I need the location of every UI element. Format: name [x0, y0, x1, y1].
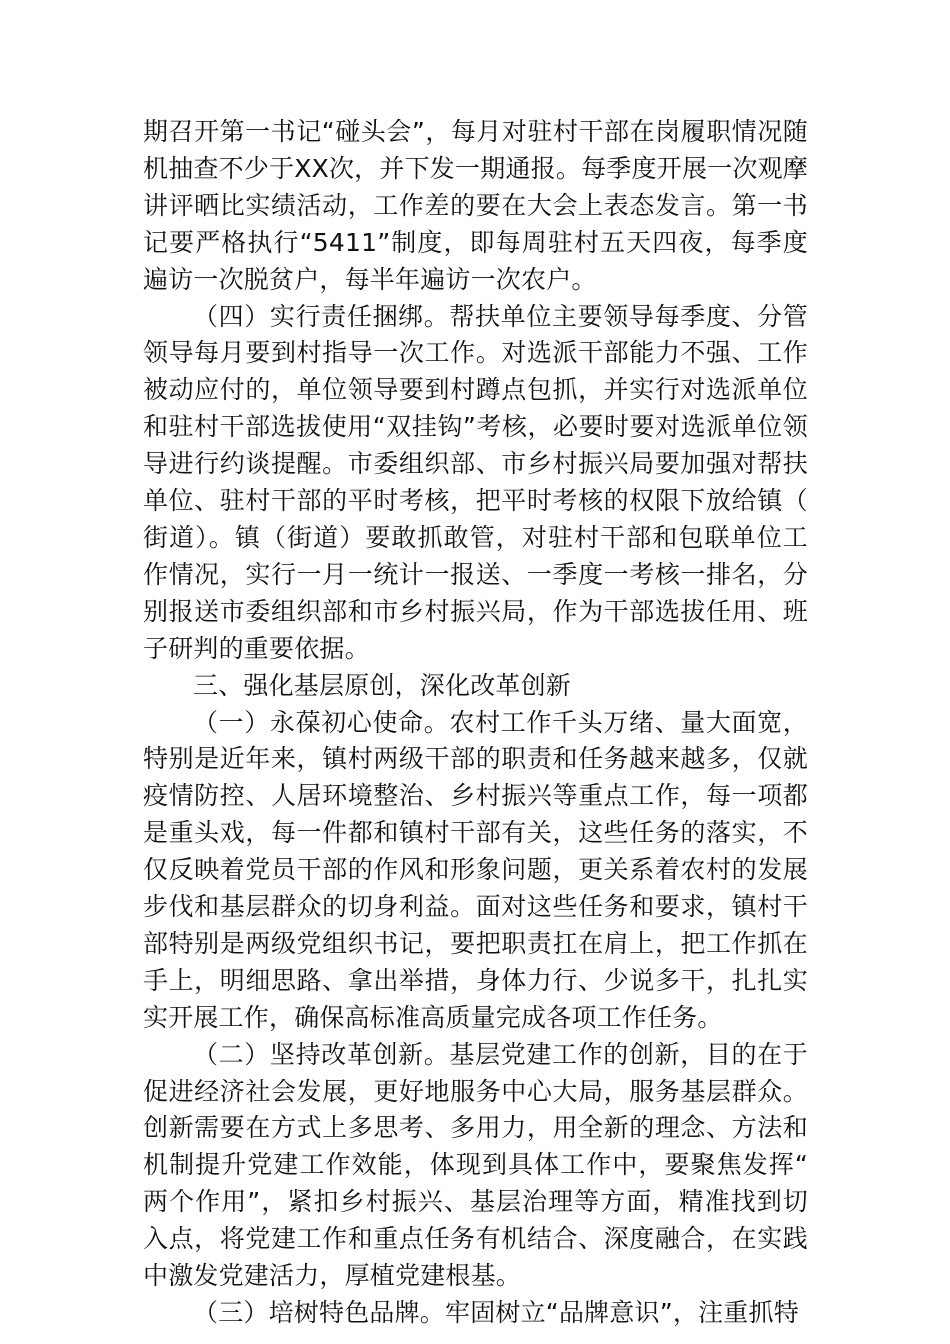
paragraph-continuation: 期召开第一书记“碰头会”，每月对驻村干部在岗履职情况随机抽查不少于XX次，并下发一期通报。每季度开展一次观摩讲评晒比实绩活动，工作差的要在大会上表态发言。第一书记要严格执行“5411”制度，即每周驻村五天四夜，每季度遍访一次脱贫户，每半年遍访一次农户。 [143, 117, 808, 294]
paragraph-responsibility-binding: （四）实行责任捆绑。帮扶单位主要领导每季度、分管领导每月要到村指导一次工作。对选派干部能力不强、工作被动应付的，单位领导要到村蹲点包抓，并实行对选派单位和驻村干部选拔使用“双挂钩”考核，必要时要对选派单位领导进行约谈提醒。市委组织部、市乡村振兴局要加强对帮扶单位、驻村干部的平时考核，把平时考核的权限下放给镇（街道）。镇（街道）要敢抓敢管，对驻村干部和包联单位工作情况，实行一月一统计一报送、一季度一考核一排名，分别报送市委组织部和市乡村振兴局，作为干部选拔任用、班子研判的重要依据。 [143, 301, 808, 663]
section-heading-3: 三、强化基层原创，深化改革创新 [193, 670, 572, 700]
body-text [143, 114, 808, 1332]
paragraph-reform-innovation: （二）坚持改革创新。基层党建工作的创新，目的在于促进经济社会发展，更好地服务中心大局，服务基层群众。创新需要在方式上多思考、多用力，用全新的理念、方法和机制提升党建工作效能，体现到具体工作中，要聚焦发挥“两个作用”，紧扣乡村振兴、基层治理等方面，精准找到切入点，将党建工作和重点任务有机结合、深度融合，在实践中激发党建活力，厚植党建根基。 [143, 1039, 808, 1291]
paragraph-brand-building: （三）培树特色品牌。牢固树立“品牌意识”，注重抓特 [193, 1298, 799, 1327]
paragraph-original-mission: （一）永葆初心使命。农村工作千头万绪、量大面宽，特别是近年来，镇村两级干部的职责和任务越来越多，仅就疫情防控、人居环境整治、乡村振兴等重点工作，每一项都是重头戏，每一件都和镇村干部有关，这些任务的落实，不仅反映着党员干部的作风和形象问题，更关系着农村的发展步伐和基层群众的切身利益。面对这些任务和要求，镇村干部特别是两级党组织书记，要把职责扛在肩上，把工作抓在手上，明细思路、拿出举措，身体力行、少说多干，扎扎实实开展工作，确保高标准高质量完成各项工作任务。 [143, 707, 808, 1032]
